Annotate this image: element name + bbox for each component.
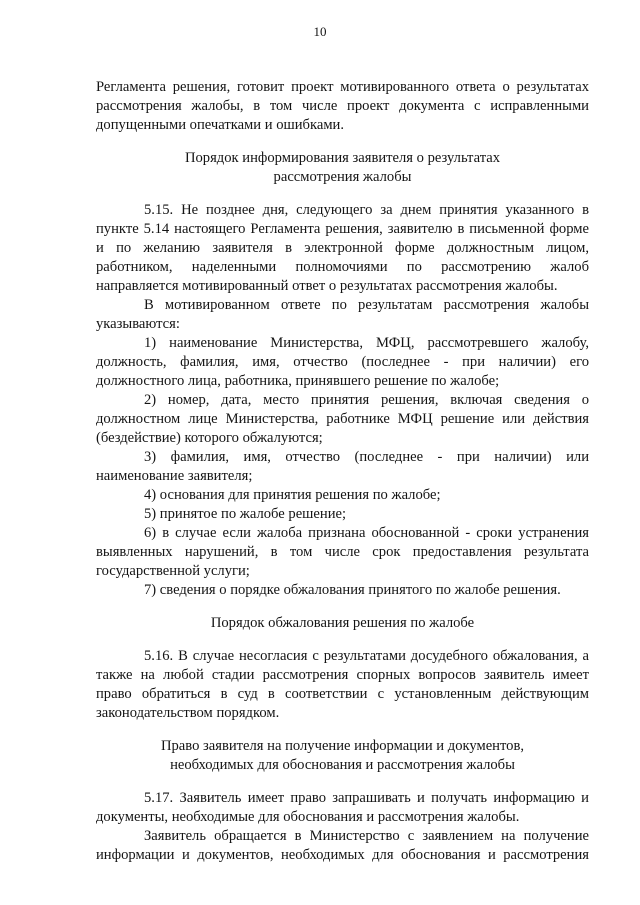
paragraph-line: рассмотрения жалобы, в том числе проект документа с исправленными bbox=[96, 98, 589, 114]
paragraph-line: работником, наделенными полномочиями по рассмотрению жалоб bbox=[96, 259, 589, 275]
paragraph-line: наименование заявителя; bbox=[96, 468, 253, 484]
paragraph-line: 5) принятое по жалобе решение; bbox=[144, 506, 347, 522]
paragraph-line: должность, фамилия, имя, отчество (последнее - при наличии) его bbox=[96, 354, 589, 370]
section-heading-line: рассмотрения жалобы bbox=[273, 169, 412, 185]
paragraph-line: также на любой стадии рассмотрения спорных вопросов заявитель имеет bbox=[96, 667, 589, 683]
paragraph-line: информации и документов, необходимых для обоснования и рассмотрения bbox=[96, 847, 589, 863]
paragraph-line: 3) фамилия, имя, отчество (последнее - при наличии) или bbox=[144, 449, 589, 465]
paragraph-line: 5.17. Заявитель имеет право запрашивать и получать информацию и bbox=[144, 790, 589, 806]
section-heading-line: Право заявителя на получение информации и документов, bbox=[160, 738, 525, 754]
section-heading-line: необходимых для обоснования и рассмотрения жалобы bbox=[170, 757, 515, 773]
paragraph-line: 5.16. В случае несогласия с результатами досудебного обжалования, а bbox=[144, 648, 589, 664]
paragraph-line: выявленных нарушений, в том числе срок предоставления результата bbox=[96, 544, 589, 560]
paragraph-line: пункте 5.14 настоящего Регламента решения, заявителю в письменной форме bbox=[96, 221, 589, 237]
paragraph-line: В мотивированном ответе по результатам рассмотрения жалобы bbox=[144, 297, 589, 313]
paragraph-line: законодательством порядком. bbox=[96, 705, 280, 721]
paragraph-line: должностного лица, работника, принявшего решение по жалобе; bbox=[96, 373, 500, 389]
section-heading-line: Порядок обжалования решения по жалобе bbox=[210, 615, 475, 631]
paragraph-line: и по желанию заявителя в электронной форме должностным лицом, bbox=[96, 240, 589, 256]
paragraph-line: 4) основания для принятия решения по жалобе; bbox=[144, 487, 441, 503]
paragraph-line: (бездействие) которого обжалуются; bbox=[96, 430, 323, 446]
paragraph-line: документы, необходимые для обоснования и рассмотрения жалобы. bbox=[96, 809, 520, 825]
paragraph-line: 1) наименование Министерства, МФЦ, рассмотревшего жалобу, bbox=[144, 335, 589, 351]
paragraph-line: указываются: bbox=[96, 316, 180, 332]
paragraph-line: Регламента решения, готовит проект мотивированного ответа о результатах bbox=[96, 79, 589, 95]
paragraph-line: 7) сведения о порядке обжалования принятого по жалобе решения. bbox=[144, 582, 561, 598]
paragraph-line: право обратиться в суд в соответствии с установленным действующим bbox=[96, 686, 589, 702]
paragraph-line: 6) в случае если жалоба признана обоснованной - сроки устранения bbox=[144, 525, 589, 541]
paragraph-line: направляется мотивированный ответ о результатах рассмотрения жалобы. bbox=[96, 278, 558, 294]
page-number: 10 bbox=[313, 24, 327, 39]
paragraph-line: должностном лице Министерства, работнике МФЦ решение или действия bbox=[96, 411, 589, 427]
section-heading-line: Порядок информирования заявителя о результатах bbox=[184, 150, 501, 166]
paragraph-line: Заявитель обращается в Министерство с заявлением на получение bbox=[144, 828, 589, 844]
paragraph-line: 2) номер, дата, место принятия решения, включая сведения о bbox=[144, 392, 589, 408]
paragraph-line: 5.15. Не позднее дня, следующего за днем принятия указанного в bbox=[144, 202, 589, 218]
paragraph-line: государственной услуги; bbox=[96, 563, 250, 579]
paragraph-line: допущенными опечатками и ошибками. bbox=[96, 117, 345, 133]
